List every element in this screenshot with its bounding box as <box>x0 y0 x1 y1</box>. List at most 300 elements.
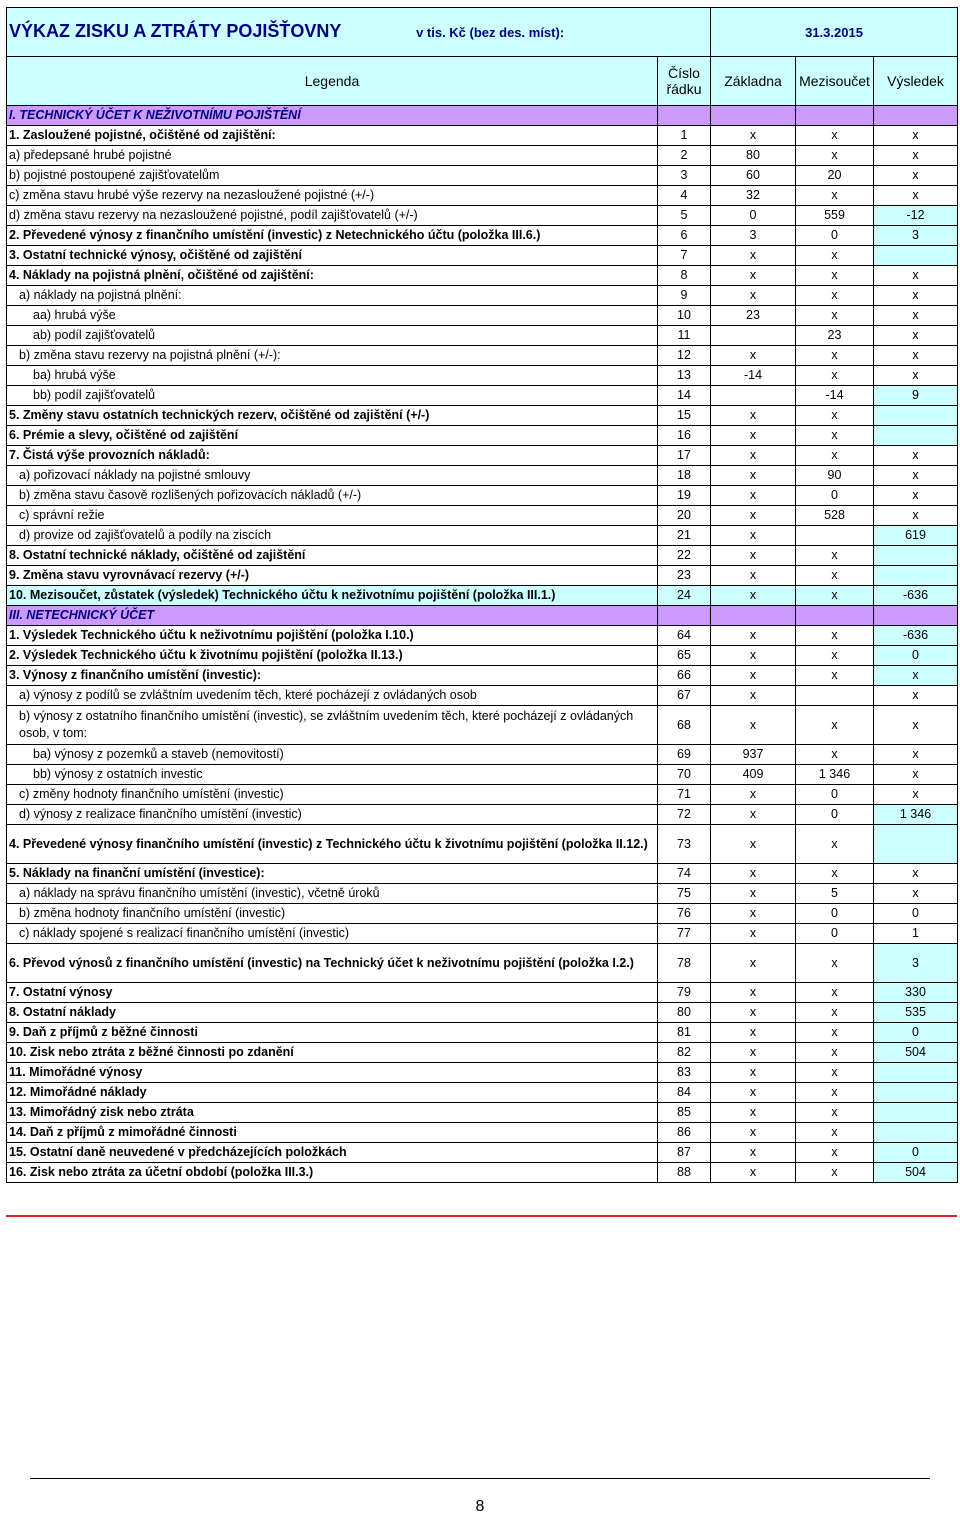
result-value: x <box>874 286 958 306</box>
line-number: 21 <box>658 526 711 546</box>
line-number: 75 <box>658 884 711 904</box>
subtotal-value: 20 <box>796 166 874 186</box>
basis-value: 937 <box>711 745 796 765</box>
subtotal-value: 0 <box>796 486 874 506</box>
title-row <box>7 8 958 57</box>
subtotal-value: x <box>796 646 874 666</box>
basis-value: 60 <box>711 166 796 186</box>
basis-value: x <box>711 904 796 924</box>
line-number: 68 <box>658 706 711 745</box>
table-row <box>7 1143 958 1163</box>
basis-value: x <box>711 686 796 706</box>
report-date: 31.3.2015 <box>711 8 958 57</box>
basis-value: 80 <box>711 146 796 166</box>
row-label: 10. Mezisoučet, zůstatek (výsledek) Technického účtu k neživotnímu pojištění (položka III.1.) <box>7 586 658 606</box>
line-number: 67 <box>658 686 711 706</box>
line-number <box>658 606 711 626</box>
row-label: a) výnosy z podílů se zvláštním uvedením těch, které pocházejí z ovládaných osob <box>7 686 658 706</box>
income-statement <box>6 7 957 1183</box>
subtotal-value: x <box>796 1083 874 1103</box>
basis-value: 32 <box>711 186 796 206</box>
line-number: 74 <box>658 864 711 884</box>
row-label: 10. Zisk nebo ztráta z běžné činnosti po zdanění <box>7 1043 658 1063</box>
subtotal-value: x <box>796 586 874 606</box>
subtotal-value: x <box>796 246 874 266</box>
table-row <box>7 805 958 825</box>
line-number: 7 <box>658 246 711 266</box>
table-row <box>7 626 958 646</box>
basis-value: x <box>711 825 796 864</box>
table-row <box>7 706 958 745</box>
result-value: x <box>874 186 958 206</box>
line-number: 4 <box>658 186 711 206</box>
result-value <box>874 106 958 126</box>
basis-value: x <box>711 1143 796 1163</box>
result-value: 0 <box>874 904 958 924</box>
row-label: I. TECHNICKÝ ÚČET K NEŽIVOTNÍMU POJIŠTĚNÍ <box>7 106 658 126</box>
row-label: b) výnosy z ostatního finančního umístění (investic), se zvláštním uvedením těch, které pocházejí z ovládaných osob, v tom: <box>7 706 658 745</box>
row-label: 9. Změna stavu vyrovnávací rezervy (+/-) <box>7 566 658 586</box>
line-number: 22 <box>658 546 711 566</box>
line-number: 8 <box>658 266 711 286</box>
table-row <box>7 526 958 546</box>
line-number: 70 <box>658 765 711 785</box>
line-number: 16 <box>658 426 711 446</box>
line-number: 17 <box>658 446 711 466</box>
line-number: 76 <box>658 904 711 924</box>
table-row <box>7 146 958 166</box>
subtotal-value: x <box>796 286 874 306</box>
subtotal-value: x <box>796 745 874 765</box>
result-value: x <box>874 146 958 166</box>
row-label: 14. Daň z příjmů z mimořádné činnosti <box>7 1123 658 1143</box>
basis-value: x <box>711 666 796 686</box>
basis-value: -14 <box>711 366 796 386</box>
result-value: x <box>874 765 958 785</box>
table-row <box>7 825 958 864</box>
row-label: aa) hrubá výše <box>7 306 658 326</box>
line-number-header: Číslo řádku <box>658 57 711 106</box>
basis-value: x <box>711 805 796 825</box>
page-title: VÝKAZ ZISKU A ZTRÁTY POJIŠŤOVNY <box>9 21 342 41</box>
row-label: 6. Prémie a slevy, očištěné od zajištění <box>7 426 658 446</box>
basis-value: x <box>711 944 796 983</box>
line-number: 65 <box>658 646 711 666</box>
result-value: -636 <box>874 626 958 646</box>
table-row <box>7 686 958 706</box>
table-row <box>7 1043 958 1063</box>
table-row <box>7 186 958 206</box>
basis-value: x <box>711 266 796 286</box>
subtotal-value: x <box>796 1163 874 1183</box>
table-row <box>7 646 958 666</box>
statement-table <box>6 7 958 1183</box>
subtotal-header: Mezisoučet <box>796 57 874 106</box>
table-row <box>7 126 958 146</box>
basis-value: x <box>711 126 796 146</box>
row-label: 6. Převod výnosů z finančního umístění (investic) na Technický účet k neživotnímu pojištění (položka I.2.) <box>7 944 658 983</box>
units-label: v tis. Kč (bez des. míst): <box>416 25 565 40</box>
table-row <box>7 266 958 286</box>
result-value: 9 <box>874 386 958 406</box>
table-row <box>7 1023 958 1043</box>
row-label: c) náklady spojené s realizací finančního umístění (investic) <box>7 924 658 944</box>
basis-value: x <box>711 1023 796 1043</box>
basis-value: x <box>711 406 796 426</box>
row-label: 2. Převedené výnosy z finančního umístění (investic) z Netechnického účtu (položka III.6.) <box>7 226 658 246</box>
line-number: 15 <box>658 406 711 426</box>
basis-value: x <box>711 586 796 606</box>
row-label: c) správní režie <box>7 506 658 526</box>
result-value: 3 <box>874 226 958 246</box>
subtotal-value: x <box>796 186 874 206</box>
result-value: 535 <box>874 1003 958 1023</box>
row-label: 5. Náklady na finanční umístění (investice): <box>7 864 658 884</box>
basis-value: 409 <box>711 765 796 785</box>
line-number: 20 <box>658 506 711 526</box>
basis-value: x <box>711 1043 796 1063</box>
subtotal-value: x <box>796 1003 874 1023</box>
table-row <box>7 406 958 426</box>
row-label: ba) hrubá výše <box>7 366 658 386</box>
line-number: 66 <box>658 666 711 686</box>
result-value <box>874 426 958 446</box>
row-label: a) pořizovací náklady na pojistné smlouvy <box>7 466 658 486</box>
table-row <box>7 466 958 486</box>
table-row <box>7 745 958 765</box>
line-number: 82 <box>658 1043 711 1063</box>
subtotal-value: x <box>796 146 874 166</box>
table-row <box>7 924 958 944</box>
basis-value: x <box>711 526 796 546</box>
line-number: 77 <box>658 924 711 944</box>
subtotal-value: x <box>796 306 874 326</box>
line-number: 78 <box>658 944 711 983</box>
line-number: 24 <box>658 586 711 606</box>
line-number: 12 <box>658 346 711 366</box>
row-label: 5. Změny stavu ostatních technických rezerv, očištěné od zajištění (+/-) <box>7 406 658 426</box>
result-value: x <box>874 366 958 386</box>
subtotal-value: x <box>796 366 874 386</box>
result-value: x <box>874 864 958 884</box>
subtotal-value: 559 <box>796 206 874 226</box>
legend-header: Legenda <box>7 57 658 106</box>
result-value: x <box>874 346 958 366</box>
table-row <box>7 606 958 626</box>
basis-value: 0 <box>711 206 796 226</box>
result-value: 1 <box>874 924 958 944</box>
row-label: ba) výnosy z pozemků a staveb (nemovitostí) <box>7 745 658 765</box>
table-row <box>7 326 958 346</box>
basis-value <box>711 106 796 126</box>
row-label: bb) výnosy z ostatních investic <box>7 765 658 785</box>
table-row <box>7 666 958 686</box>
red-divider <box>6 1215 957 1217</box>
line-number <box>658 106 711 126</box>
result-value <box>874 566 958 586</box>
row-label: a) náklady na správu finančního umístění (investic), včetně úroků <box>7 884 658 904</box>
row-label: 7. Ostatní výnosy <box>7 983 658 1003</box>
result-value: x <box>874 446 958 466</box>
row-label: b) změna stavu časově rozlišených pořizovacích nákladů (+/-) <box>7 486 658 506</box>
row-label: d) výnosy z realizace finančního umístění (investic) <box>7 805 658 825</box>
subtotal-value: x <box>796 266 874 286</box>
basis-value: x <box>711 1123 796 1143</box>
subtotal-value: 0 <box>796 805 874 825</box>
line-number: 81 <box>658 1023 711 1043</box>
row-label: 13. Mimořádný zisk nebo ztráta <box>7 1103 658 1123</box>
basis-value: x <box>711 466 796 486</box>
result-value: -12 <box>874 206 958 226</box>
basis-value: x <box>711 446 796 466</box>
table-row <box>7 884 958 904</box>
result-value: 0 <box>874 1143 958 1163</box>
subtotal-value: x <box>796 566 874 586</box>
subtotal-value: x <box>796 346 874 366</box>
result-value <box>874 546 958 566</box>
table-row <box>7 446 958 466</box>
result-value <box>874 406 958 426</box>
subtotal-value: x <box>796 825 874 864</box>
result-header: Výsledek <box>874 57 958 106</box>
line-number: 9 <box>658 286 711 306</box>
subtotal-value <box>796 106 874 126</box>
line-number: 87 <box>658 1143 711 1163</box>
table-row <box>7 386 958 406</box>
table-row <box>7 1083 958 1103</box>
row-label: 2. Výsledek Technického účtu k životnímu pojištění (položka II.13.) <box>7 646 658 666</box>
basis-value: x <box>711 983 796 1003</box>
row-label: a) náklady na pojistná plnění: <box>7 286 658 306</box>
subtotal-value: -14 <box>796 386 874 406</box>
table-row <box>7 206 958 226</box>
result-value <box>874 1083 958 1103</box>
table-row <box>7 864 958 884</box>
row-label: c) změny hodnoty finančního umístění (investic) <box>7 785 658 805</box>
line-number: 84 <box>658 1083 711 1103</box>
subtotal-value: x <box>796 1023 874 1043</box>
subtotal-value: x <box>796 126 874 146</box>
subtotal-value: x <box>796 1123 874 1143</box>
result-value: 0 <box>874 1023 958 1043</box>
table-row <box>7 546 958 566</box>
table-row <box>7 1123 958 1143</box>
table-row <box>7 765 958 785</box>
subtotal-value: x <box>796 406 874 426</box>
line-number: 80 <box>658 1003 711 1023</box>
subtotal-value: x <box>796 1063 874 1083</box>
row-label: 4. Náklady na pojistná plnění, očištěné od zajištění: <box>7 266 658 286</box>
result-value: 3 <box>874 944 958 983</box>
result-value <box>874 1123 958 1143</box>
table-row <box>7 426 958 446</box>
table-row <box>7 346 958 366</box>
subtotal-value: x <box>796 944 874 983</box>
line-number: 69 <box>658 745 711 765</box>
basis-value: x <box>711 1063 796 1083</box>
result-value: x <box>874 466 958 486</box>
line-number: 11 <box>658 326 711 346</box>
basis-value: x <box>711 626 796 646</box>
line-number: 18 <box>658 466 711 486</box>
subtotal-value: x <box>796 1103 874 1123</box>
table-row <box>7 1063 958 1083</box>
result-value: x <box>874 326 958 346</box>
line-number: 6 <box>658 226 711 246</box>
basis-value: x <box>711 706 796 745</box>
table-row <box>7 246 958 266</box>
basis-value <box>711 386 796 406</box>
table-row <box>7 1003 958 1023</box>
table-row <box>7 983 958 1003</box>
basis-value: x <box>711 924 796 944</box>
table-row <box>7 586 958 606</box>
row-label: 8. Ostatní náklady <box>7 1003 658 1023</box>
table-row <box>7 286 958 306</box>
row-label: 12. Mimořádné náklady <box>7 1083 658 1103</box>
row-label: b) změna hodnoty finančního umístění (investic) <box>7 904 658 924</box>
basis-value: x <box>711 1083 796 1103</box>
subtotal-value <box>796 686 874 706</box>
table-row <box>7 566 958 586</box>
row-label: 8. Ostatní technické náklady, očištěné od zajištění <box>7 546 658 566</box>
table-row <box>7 366 958 386</box>
subtotal-value: 90 <box>796 466 874 486</box>
result-value: 504 <box>874 1163 958 1183</box>
page-number: 8 <box>475 1498 485 1515</box>
footer-divider <box>30 1478 930 1479</box>
result-value: x <box>874 486 958 506</box>
basis-value: x <box>711 486 796 506</box>
result-value: x <box>874 306 958 326</box>
subtotal-value: 5 <box>796 884 874 904</box>
subtotal-value: 23 <box>796 326 874 346</box>
line-number: 19 <box>658 486 711 506</box>
result-value <box>874 825 958 864</box>
result-value: x <box>874 666 958 686</box>
line-number: 85 <box>658 1103 711 1123</box>
basis-value: x <box>711 506 796 526</box>
row-label: 1. Výsledek Technického účtu k neživotnímu pojištění (položka I.10.) <box>7 626 658 646</box>
row-label: III. NETECHNICKÝ ÚČET <box>7 606 658 626</box>
result-value: x <box>874 785 958 805</box>
basis-value: x <box>711 246 796 266</box>
table-row <box>7 904 958 924</box>
basis-value: x <box>711 646 796 666</box>
table-row <box>7 1163 958 1183</box>
subtotal-value: x <box>796 706 874 745</box>
subtotal-value: x <box>796 546 874 566</box>
subtotal-value: x <box>796 426 874 446</box>
result-value: x <box>874 745 958 765</box>
line-number: 73 <box>658 825 711 864</box>
result-value <box>874 606 958 626</box>
line-number: 23 <box>658 566 711 586</box>
result-value <box>874 246 958 266</box>
basis-value <box>711 606 796 626</box>
subtotal-value: 0 <box>796 904 874 924</box>
row-label: a) předepsané hrubé pojistné <box>7 146 658 166</box>
table-row <box>7 106 958 126</box>
row-label: bb) podíl zajišťovatelů <box>7 386 658 406</box>
row-label: c) změna stavu hrubé výše rezervy na nezasloužené pojistné (+/-) <box>7 186 658 206</box>
result-value: 504 <box>874 1043 958 1063</box>
line-number: 13 <box>658 366 711 386</box>
result-value: -636 <box>874 586 958 606</box>
basis-header: Základna <box>711 57 796 106</box>
subtotal-value: 528 <box>796 506 874 526</box>
result-value: x <box>874 166 958 186</box>
row-label: d) provize od zajišťovatelů a podíly na ziscích <box>7 526 658 546</box>
line-number: 71 <box>658 785 711 805</box>
table-row <box>7 306 958 326</box>
subtotal-value: x <box>796 1043 874 1063</box>
row-label: 7. Čistá výše provozních nákladů: <box>7 446 658 466</box>
result-value <box>874 1103 958 1123</box>
line-number: 3 <box>658 166 711 186</box>
line-number: 64 <box>658 626 711 646</box>
subtotal-value: 0 <box>796 226 874 246</box>
subtotal-value: 0 <box>796 785 874 805</box>
basis-value: x <box>711 286 796 306</box>
row-label: 1. Zasloužené pojistné, očištěné od zajištění: <box>7 126 658 146</box>
line-number: 5 <box>658 206 711 226</box>
basis-value: x <box>711 426 796 446</box>
result-value: 1 346 <box>874 805 958 825</box>
subtotal-value: x <box>796 666 874 686</box>
result-value: 330 <box>874 983 958 1003</box>
subtotal-value: 1 346 <box>796 765 874 785</box>
table-row <box>7 506 958 526</box>
subtotal-value: x <box>796 626 874 646</box>
line-number: 10 <box>658 306 711 326</box>
basis-value: 3 <box>711 226 796 246</box>
table-row <box>7 1103 958 1123</box>
column-header-row <box>7 57 958 106</box>
row-label: 3. Výnosy z finančního umístění (investic): <box>7 666 658 686</box>
row-label: 3. Ostatní technické výnosy, očištěné od zajištění <box>7 246 658 266</box>
line-number: 88 <box>658 1163 711 1183</box>
basis-value: x <box>711 346 796 366</box>
subtotal-value: x <box>796 983 874 1003</box>
line-number: 83 <box>658 1063 711 1083</box>
table-row <box>7 944 958 983</box>
row-label: 16. Zisk nebo ztráta za účetní období (položka III.3.) <box>7 1163 658 1183</box>
result-value: x <box>874 706 958 745</box>
table-row <box>7 785 958 805</box>
basis-value: x <box>711 785 796 805</box>
line-number: 72 <box>658 805 711 825</box>
row-label: b) změna stavu rezervy na pojistná plnění (+/-): <box>7 346 658 366</box>
table-row <box>7 486 958 506</box>
subtotal-value: x <box>796 446 874 466</box>
row-label: d) změna stavu rezervy na nezasloužené pojistné, podíl zajišťovatelů (+/-) <box>7 206 658 226</box>
line-number: 14 <box>658 386 711 406</box>
line-number: 86 <box>658 1123 711 1143</box>
subtotal-value <box>796 526 874 546</box>
basis-value: x <box>711 546 796 566</box>
basis-value: x <box>711 566 796 586</box>
subtotal-value: x <box>796 1143 874 1163</box>
result-value: x <box>874 884 958 904</box>
result-value: x <box>874 266 958 286</box>
table-row <box>7 166 958 186</box>
basis-value: x <box>711 864 796 884</box>
line-number: 1 <box>658 126 711 146</box>
basis-value: x <box>711 1003 796 1023</box>
result-value: x <box>874 686 958 706</box>
row-label: 9. Daň z příjmů z běžné činnosti <box>7 1023 658 1043</box>
